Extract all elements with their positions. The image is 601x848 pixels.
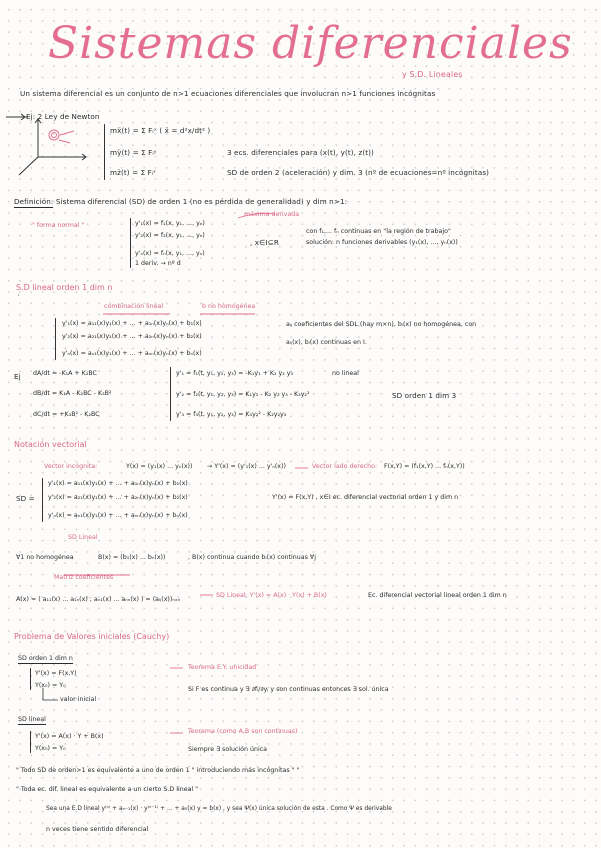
definition-label: Definición: xyxy=(14,197,54,206)
vector-eq1: y'₁(x) = a₁₁(x)y₁(x) + ... + a₁ₙ(x)yₙ(x) + b₁(x) xyxy=(48,480,188,487)
cauchy-final1: Sea una E.D lineal y⁽ⁿ⁾ + aₙ₋₁(x) · y⁽ⁿ⁻¹⁾ + ... + a₀(x) y = b(x) , y sea Ψ(x) única solución de esta . Como Ψ es derivable xyxy=(46,806,392,812)
example-l3: dC/dt = +K₃B² - K₂BC xyxy=(33,411,100,418)
linear-eq2: y'₂(x) = a₂₁(x)y₁(x) + ... + a₂ₙ(x)yₙ(x) + b₂(x) xyxy=(62,333,202,340)
vector-Y: Y(x) = (y₁(x) ... yₙ(x)) xyxy=(126,463,193,470)
cauchy-teorema1-text: Si F es continua y ∃ ∂fᵢ/∂yⱼ y son continuas entonces ∃ sol. única xyxy=(188,686,389,693)
cauchy-heading: Problema de Valores iniciales (Cauchy) xyxy=(14,632,170,641)
linear-note2: aᵢⱼ(x), bᵢ(x) continuas en I. xyxy=(286,339,367,346)
vector-matriz-label: Matriz coeficientes xyxy=(54,574,114,581)
newton-note1: 3 ecs. diferenciales para (x(t), y(t), z(t)) xyxy=(227,148,374,157)
page-title: Sistemas diferenciales xyxy=(48,18,573,69)
linear-brace xyxy=(55,318,56,360)
definition-domain: , x∈I⊆R xyxy=(250,238,279,247)
vector-F-label: Vector lado derecho: xyxy=(312,463,378,470)
linear-heading: S.D lineal orden 1 dim n xyxy=(16,283,113,292)
vector-eq3: y'ₙ(x) = aₙ₁(x)y₁(x) + ... + aₙₙ(x)yₙ(x) + bₙ(x) xyxy=(48,512,188,519)
cauchy-eq2: Y(x₀) = Y₀ xyxy=(35,682,66,689)
newton-brace xyxy=(104,124,105,180)
newton-eq1: mẍ(t) = Σ Fᵢˣ ( ẍ = d²x/dt² ) xyxy=(110,126,211,135)
linear-comb-label: combinación lineal xyxy=(104,303,164,310)
definition-eq1: y'₁(x) = f₁(x, y₁, ..., yₙ) xyxy=(135,220,205,227)
example-note: SD orden 1 dim 3 xyxy=(392,391,457,400)
newton-label: Ej: 2 Ley de Newton xyxy=(26,112,100,121)
forma-normal-label: " forma normal " xyxy=(32,222,85,229)
cauchy-eq4: Y(x₀) = Y₀ xyxy=(35,745,66,752)
vector-F: F(x,Y) = (f₁(x,Y) ... fₙ(x,Y)) xyxy=(384,463,465,470)
cauchy-teorema1: Teorema E.Y. unicidad xyxy=(188,664,257,671)
cauchy-teorema2-text: Siempre ∃ solución única xyxy=(188,746,268,753)
cauchy-sub1: SD orden 1 dim n xyxy=(18,655,73,662)
example-brace xyxy=(170,367,171,421)
vector-sd-lineal: SD Lineal xyxy=(68,534,98,541)
definition-eq4: 1 deriv. → nº d xyxy=(135,260,181,267)
intro-text: Un sistema diferencial es un conjunto de n>1 ecuaciones diferenciales que involucran n>1 funciones incógnitas xyxy=(20,89,436,98)
definition-text: Sistema diferencial (SD) de orden 1 (no es pérdida de generalidad) y dim n>1: xyxy=(55,197,348,206)
vector-sdl-text: Ec. diferencial vectorial lineal orden 1 dim n xyxy=(368,592,507,599)
definition-note1: con f₁,... fₙ continuas en "la región de trabajo" xyxy=(306,228,451,235)
cauchy-valor: valor inicial xyxy=(60,696,97,703)
cauchy-quote1: " Todo SD de orden>1 es equivalente a uno de orden 1 " introduciendo más incógnitas " " xyxy=(16,767,300,774)
cauchy-quote2: " Toda ec. dif. lineal es equivalente a un cierto S.D lineal " xyxy=(16,786,199,793)
vector-sd-label: SD = xyxy=(16,494,35,503)
vector-Ax: A(x) = ( a₁₁(x) ... a₁ₙ(x) ; aₙ₁(x) ... aₙₙ(x) ) = (aᵢⱼ(x))ₙₓₙ xyxy=(16,596,181,603)
cauchy-eq3: Y'(x) = A(x) · Y + B(x) xyxy=(35,733,104,740)
linear-note1: aᵢⱼ coeficientes del SDL (hay m×n), bᵢ(x) no homogénea, con xyxy=(286,321,477,328)
vector-summary: Y'(x) = F(x,Y) , x∈I ec. diferencial vectorial orden 1 y dim n xyxy=(272,494,459,501)
example-l2: dB/dt = K₁A - K₂BC - K₃B² xyxy=(33,390,112,397)
definition-eq3: y'ₙ(x) = fₙ(x, y₁, ..., yₙ) xyxy=(135,250,205,257)
cauchy-brace2 xyxy=(30,731,31,753)
definition-eq2: y'₂(x) = f₂(x, y₁, ..., yₙ) xyxy=(135,232,205,239)
vector-brace xyxy=(42,478,43,522)
vector-eq2: y'₂(x) = a₂₁(x)y₁(x) + ... + a₂ₙ(x)yₙ(x) + b₂(x) xyxy=(48,494,188,501)
newton-eq2: mÿ(t) = Σ Fᵢʸ xyxy=(110,148,157,157)
cauchy-brace1 xyxy=(30,668,31,690)
linear-no-homog-label: b no homogénea xyxy=(202,303,256,310)
vector-sdl-label: SD Lineal: Y'(x) = A(x) · Y(x) + B(x) xyxy=(216,592,327,599)
example-r1-note: no lineal xyxy=(332,370,359,377)
example-l1: dA/dt = -K₁A + K₂BC xyxy=(33,370,97,377)
example-r2: y'₂ = f₂(t, y₁, y₂, y₃) = K₁y₁ - K₂ y₂ y₃ - K₃y₂² xyxy=(176,391,310,398)
example-label: Ej xyxy=(14,372,21,381)
cauchy-sub2: SD lineal xyxy=(18,716,46,723)
example-r3: y'₃ = f₃(t, y₁, y₂, y₃) = K₃y₂² - K₂y₂y₃ xyxy=(176,411,287,418)
vector-heading: Notación vectorial xyxy=(14,440,87,449)
linear-eq3: y'ₙ(x) = aₙ₁(x)y₁(x) + ... + aₙₙ(x)yₙ(x) + bₙ(x) xyxy=(62,350,202,357)
maxima-derivada-label: máxima derivada xyxy=(244,211,300,218)
definition-brace xyxy=(130,218,131,268)
vector-nohomog: ∀1 no homogénea xyxy=(16,554,74,561)
vector-Bx: B(x) = (b₁(x) ... bₙ(x)) xyxy=(98,554,166,561)
newton-note2: SD de orden 2 (aceleración) y dim. 3 (nº de ecuaciones=nº incógnitas) xyxy=(227,168,490,177)
page-subtitle: y S.D. Lineales xyxy=(402,70,463,79)
vector-Bx-note: , B(x) continua cuando bᵢ(x) continuas ∀j xyxy=(188,554,316,561)
example-r1: y'₁ = f₁(t, y₁, y₂, y₃) = -K₁y₁ + K₂ y₂ y₃ xyxy=(176,370,294,377)
vector-incog-label: Vector incógnita: xyxy=(44,463,98,470)
cauchy-final2: n veces tiene sentido diferencial xyxy=(46,826,149,833)
cauchy-eq1: Y'(x) = F(x,Y) xyxy=(35,670,77,677)
vector-Yprime: → Y'(x) = (y'₁(x) ... y'ₙ(x)) xyxy=(207,463,286,470)
newton-eq3: mz̈(t) = Σ Fᵢᶻ xyxy=(110,168,156,177)
cauchy-teorema2: Teorema (como A,B son continuas) xyxy=(188,728,298,735)
linear-eq1: y'₁(x) = a₁₁(x)y₁(x) + ... + a₁ₙ(x)yₙ(x) + b₁(x) xyxy=(62,320,202,327)
definition-note2: solución: n funciones derivables (y₁(x), ..., yₙ(x)) xyxy=(306,239,458,246)
